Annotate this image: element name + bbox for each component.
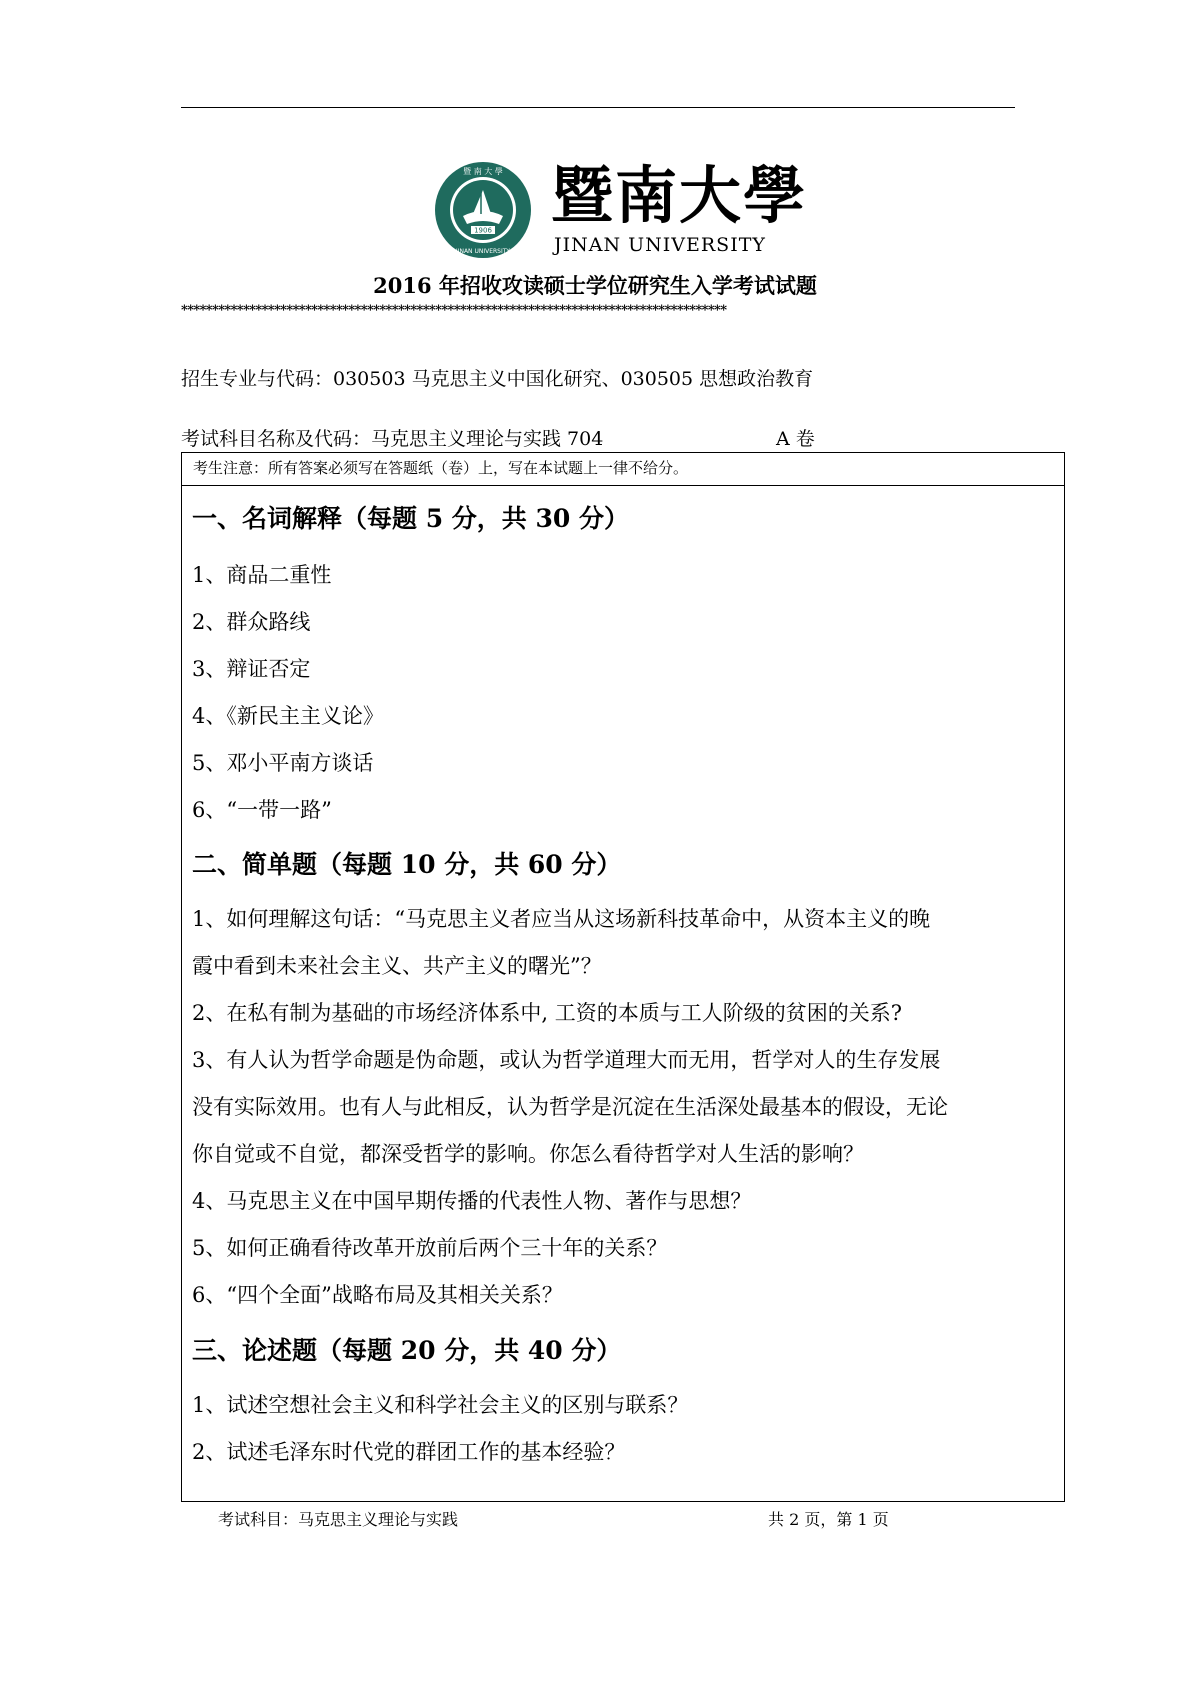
question-box [181,452,1065,1502]
question-item: 5、如何正确看待改革开放前后两个三十年的关系？ [192,1236,668,1260]
question-item: 1、试述空想社会主义和科学社会主义的区别与联系？ [192,1393,689,1417]
university-name-cn: 暨南大學 [551,159,808,232]
question-item: 2、在私有制为基础的市场经济体系中, 工资的本质与工人阶级的贫困的关系? [192,1001,902,1025]
question-item: 2、群众路线 [192,610,311,634]
seal-bottom-text: JINAN UNIVERSITY [455,248,511,255]
question-item-continued: 没有实际效用。也有人与此相反，认为哲学是沉淀在生活深处最基本的假设，无论 [192,1095,948,1119]
seal-year: 1906 [474,226,492,235]
question-item-continued: 霞中看到未来社会主义、共产主义的曙光”？ [192,954,602,978]
question-item-continued: 你自觉或不自觉，都深受哲学的影响。你怎么看待哲学对人生活的影响？ [192,1142,864,1166]
question-item: 1、商品二重性 [192,563,332,587]
university-name-en: JINAN UNIVERSITY [554,234,766,256]
question-item: 2、试述毛泽东时代党的群团工作的基本经验？ [192,1440,626,1464]
exam-title: 2016 年招收攻读硕士学位研究生入学考试试题 [373,273,817,298]
subject-code-line: 考试科目名称及代码：马克思主义理论与实践 704 [181,428,604,450]
university-logo [433,159,808,260]
question-item: 1、如何理解这句话：“马克思主义者应当从这场新科技革命中，从资本主义的晚 [192,907,931,931]
paper-type: A 卷 [776,428,815,450]
section-3-title: 三、论述题（每题 20 分，共 40 分） [192,1336,622,1365]
question-item: 6、“四个全面”战略布局及其相关关系？ [192,1283,563,1307]
question-item: 3、有人认为哲学命题是伪命题，或认为哲学道理大而无用，哲学对人的生存发展 [192,1048,941,1072]
section-2-title: 二、简单题（每题 10 分，共 60 分） [192,850,622,879]
question-item: 3、辩证否定 [192,657,311,681]
question-item: 4、马克思主义在中国早期传播的代表性人物、著作与思想？ [192,1189,752,1213]
footer-subject: 考试科目：马克思主义理论与实践 [218,1510,459,1529]
university-seal-icon [433,160,533,260]
question-item: 6、“一带一路” [192,798,332,822]
question-item: 4、《新民主主义论》 [192,704,384,728]
candidate-notice: 考生注意：所有答案必须写在答题纸（卷）上，写在本试题上一律不给分。 [182,453,1064,486]
footer-page-number: 共 2 页，第 1 页 [768,1510,889,1529]
question-item: 5、邓小平南方谈话 [192,751,374,775]
seal-top-text: 暨 南 大 學 [463,167,503,176]
section-1-title: 一、名词解释（每题 5 分，共 30 分） [192,504,630,533]
top-rule [181,107,1015,108]
major-code-line: 招生专业与代码：030503 马克思主义中国化研究、030505 思想政治教育 [181,368,814,390]
star-divider: **************************************************************************************** [181,303,727,318]
